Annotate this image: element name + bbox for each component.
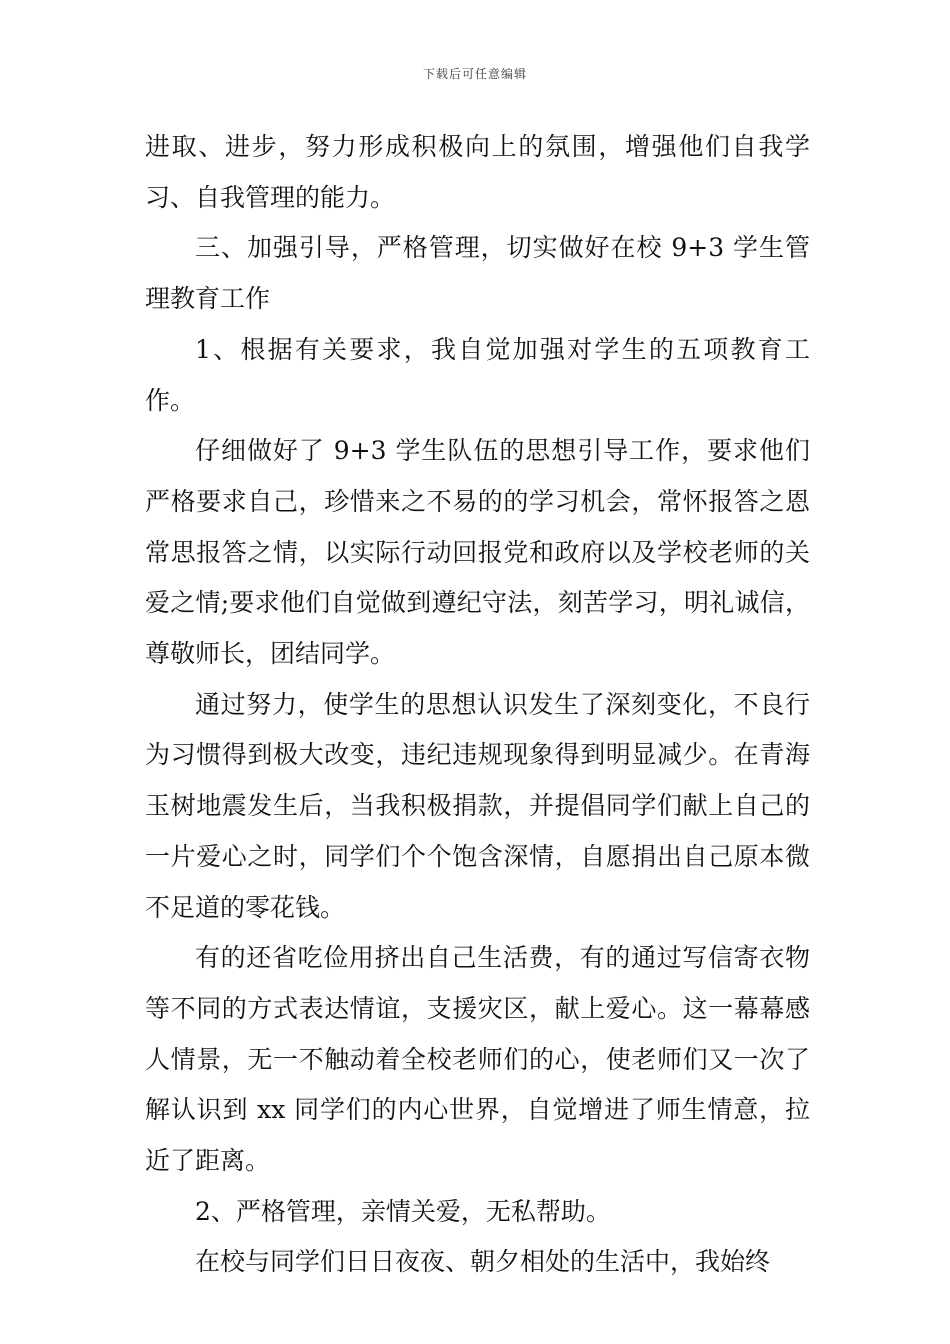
paragraph-thought-guidance: 仔细做好了 9+3 学生队伍的思想引导工作，要求他们严格要求自己，珍惜来之不易的的学习机会，常怀报答之恩常思报答之情，以实际行动回报党和政府以及学校老师的关爱之情;要求他们自觉做到遵纪守法，刻苦学习，明礼诚信，尊敬师长，团结同学。 bbox=[145, 436, 810, 669]
paragraph-1: 进取、进步，努力形成积极向上的氛围，增强他们自我学习、自我管理的能力。 bbox=[145, 132, 810, 212]
paragraph-results: 通过努力，使学生的思想认识发生了深刻变化，不良行为习惯得到极大改变，违纪违规现象得到明显减少。在青海玉树地震发生后，当我积极捐款，并提倡同学们献上自己的一片爱心之时，同学们个个饱含深情，自愿捐出自己原本微不足道的零花钱。 bbox=[145, 689, 810, 922]
paragraph-daily-life: 在校与同学们日日夜夜、朝夕相处的生活中，我始终 bbox=[195, 1247, 771, 1277]
paragraph-donations: 有的还省吃俭用挤出自己生活费，有的通过写信寄衣物等不同的方式表达情谊，支援灾区，献上爱心。这一幕幕感人情景，无一不触动着全校老师们的心，使老师们又一次了解认识到 xx 同学们的内心世界，自觉增进了师生情意，拉近了距离。 bbox=[145, 943, 810, 1176]
subheading-2: 2、严格管理，亲情关爱，无私帮助。 bbox=[195, 1196, 611, 1226]
section-heading-3: 三、加强引导，严格管理，切实做好在校 9+3 学生管理教育工作 bbox=[145, 233, 810, 314]
subheading-1: 1、根据有关要求，我自觉加强对学生的五项教育工作。 bbox=[145, 334, 810, 415]
page-header-note: 下载后可任意编辑 bbox=[422, 67, 527, 81]
document-body bbox=[145, 122, 810, 1288]
